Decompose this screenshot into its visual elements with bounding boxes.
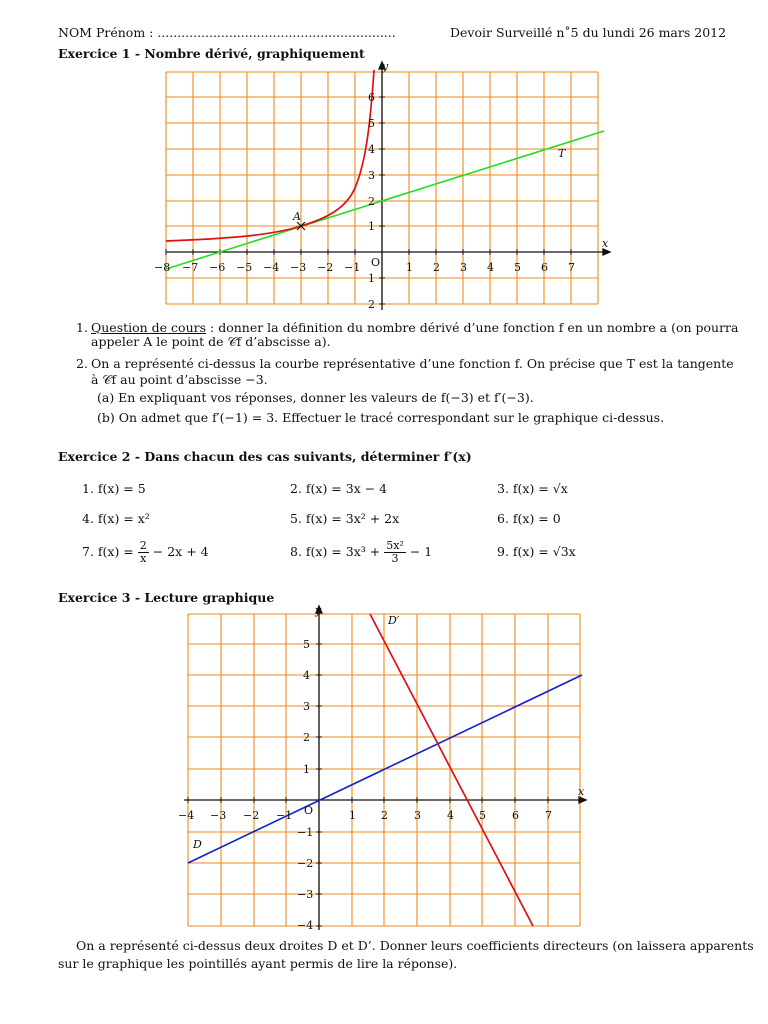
graph2-origin-label: O <box>304 804 314 817</box>
graph2-y-tick-label: 4 <box>303 669 310 682</box>
ex1-q2-text: On a représenté ci-dessus la courbe représentative d’une fonction f. On précise que T est la tangente <box>91 356 734 371</box>
graph2-y-tick-label: −3 <box>297 888 314 901</box>
ex2-item-8-lead: 8. f(x) = 3x³ + <box>290 544 381 559</box>
ex2-item-7-den: x <box>140 551 147 565</box>
ex2-item-3: 3. f(x) = √x <box>497 481 568 496</box>
ex3-para1: On a représenté ci-dessus deux droites D et D’. Donner leurs coefficients directeurs (on laissera apparents <box>76 938 754 953</box>
graph2-y-tick-label: −4 <box>297 919 314 932</box>
ex2-item-6: 6. f(x) = 0 <box>497 511 561 526</box>
name-line: NOM Prénom : ............................................................ <box>58 25 396 40</box>
graph1-x-tick-label: 5 <box>514 261 521 274</box>
line-dprime-label: D′ <box>388 614 400 627</box>
ex1-q1-underlined: Question de cours <box>91 320 207 335</box>
graph2-x-tick-label: 6 <box>512 809 519 822</box>
graph2-y-tick-label: −1 <box>297 826 314 839</box>
graph2-y-tick-label: 1 <box>303 763 310 776</box>
graph2-x-tick-label: 3 <box>414 809 421 822</box>
ex2-item-5: 5. f(x) = 3x² + 2x <box>290 511 400 526</box>
ex2-item-7-num: 2 <box>139 538 147 552</box>
graph1-x-tick-label: −5 <box>236 261 253 274</box>
graph1-x-tick-label: −7 <box>182 261 199 274</box>
ex2-item-7-tail: − 2x + 4 <box>152 544 209 559</box>
graph1-y-tick-label: 5 <box>368 117 375 130</box>
graph1-x-tick-label: −3 <box>290 261 307 274</box>
ex2-item-8-den: 3 <box>391 551 399 565</box>
graph1-x-tick-label: 6 <box>541 261 548 274</box>
graph2-x-tick-label: 7 <box>545 809 552 822</box>
point-a-label: A <box>293 210 301 223</box>
graph2-x-tick-label: −2 <box>243 809 260 822</box>
test-title: Devoir Surveillé n˚5 du lundi 26 mars 2012 <box>450 25 727 40</box>
graph1-x-tick-label: 2 <box>433 261 440 274</box>
graph1-x-tick-label: −2 <box>317 261 334 274</box>
graph1-x-tick-label: 4 <box>487 261 494 274</box>
graph1-y-tick-label: 6 <box>368 91 375 104</box>
graph2-x-tick-label: 5 <box>479 809 486 822</box>
graph1-x-axis-label: x <box>602 237 609 250</box>
tangent-line-t <box>166 131 604 269</box>
ex2-item-8-num: 5x² <box>386 538 404 552</box>
graph1-y-tick-label: 1 <box>368 272 375 285</box>
ex3-title: Exercice 3 - Lecture graphique <box>58 590 275 605</box>
ex1-q2a: (a) En expliquant vos réponses, donner les valeurs de f(−3) et f′(−3). <box>97 390 534 405</box>
ex1-q1-label: 1. <box>76 320 88 335</box>
ex2-item-7-fraction <box>138 540 149 565</box>
graph2-y-tick-label: 2 <box>303 731 310 744</box>
ex2-item-8 <box>290 537 432 567</box>
graph2-y-tick-label: 3 <box>303 700 310 713</box>
graph1-x-tick-label: 7 <box>568 261 575 274</box>
ex2-item-7 <box>82 537 209 567</box>
ex2-item-2: 2. f(x) = 3x − 4 <box>290 481 388 496</box>
line-d-label: D <box>193 838 202 851</box>
ex1-q1-text2: appeler A le point de 𝒞f d’abscisse a). <box>91 334 331 349</box>
graph2-x-tick-label: −4 <box>178 809 195 822</box>
ex2-item-7-lead: 7. f(x) = <box>82 544 134 559</box>
graph1-y-tick-label: 2 <box>368 195 375 208</box>
graph2-x-axis-label: x <box>578 785 585 798</box>
graph2-y-axis-label: y <box>315 604 322 617</box>
graph2-x-tick-label: 4 <box>447 809 454 822</box>
curve-cf <box>166 70 374 241</box>
graph2-y-tick-label: 5 <box>303 638 310 651</box>
ex2-title: Exercice 2 - Dans chacun des cas suivants, déterminer f′(x) <box>58 449 472 464</box>
tangent-t-label: T <box>558 147 566 160</box>
graph1 <box>154 60 620 311</box>
graph1-x-tick-label: −4 <box>263 261 280 274</box>
graph2-x-tick-label: −3 <box>210 809 227 822</box>
ex3-para2: sur le graphique les pointillés ayant permis de lire la réponse). <box>58 956 458 971</box>
line-dprime <box>370 614 533 926</box>
graph2 <box>180 602 590 930</box>
ex1-q2-text2: à 𝒞f au point d’abscisse −3. <box>91 372 268 387</box>
graph1-x-tick-label: 1 <box>406 261 413 274</box>
ex1-q1-text: : donner la définition du nombre dérivé d’une fonction f en un nombre a (on pourra <box>206 320 739 335</box>
graph1-origin-label: O <box>371 256 381 269</box>
graph1-y-tick-label: 2 <box>368 298 375 311</box>
ex2-item-8-tail: − 1 <box>409 544 433 559</box>
graph1-x-tick-label: 3 <box>460 261 467 274</box>
graph1-x-tick-label: −6 <box>209 261 226 274</box>
graph1-y-tick-label: 4 <box>368 143 375 156</box>
graph2-y-tick-label: −2 <box>297 857 314 870</box>
graph2-x-tick-label: 2 <box>381 809 388 822</box>
ex2-item-4: 4. f(x) = x² <box>82 511 150 526</box>
graph2-axes <box>184 606 586 930</box>
graph1-y-axis-label: y <box>382 60 389 73</box>
graph1-y-tick-label: 1 <box>368 220 375 233</box>
graph1-y-tick-label: 3 <box>368 169 375 182</box>
ex1-q2-label: 2. <box>76 356 88 371</box>
graph2-x-tick-label: 1 <box>349 809 356 822</box>
ex1-title: Exercice 1 - Nombre dérivé, graphiquement <box>58 46 365 61</box>
ex1-q2b: (b) On admet que f′(−1) = 3. Effectuer le tracé correspondant sur le graphique ci-dessus. <box>97 410 665 425</box>
ex2-item-9: 9. f(x) = √3x <box>497 544 576 559</box>
graph1-x-tick-label: −1 <box>344 261 361 274</box>
graph1-x-tick-label: −8 <box>154 261 171 274</box>
ex2-item-1: 1. f(x) = 5 <box>82 481 146 496</box>
ex2-item-8-fraction <box>384 540 406 565</box>
graph2-x-tick-label: −1 <box>276 809 293 822</box>
